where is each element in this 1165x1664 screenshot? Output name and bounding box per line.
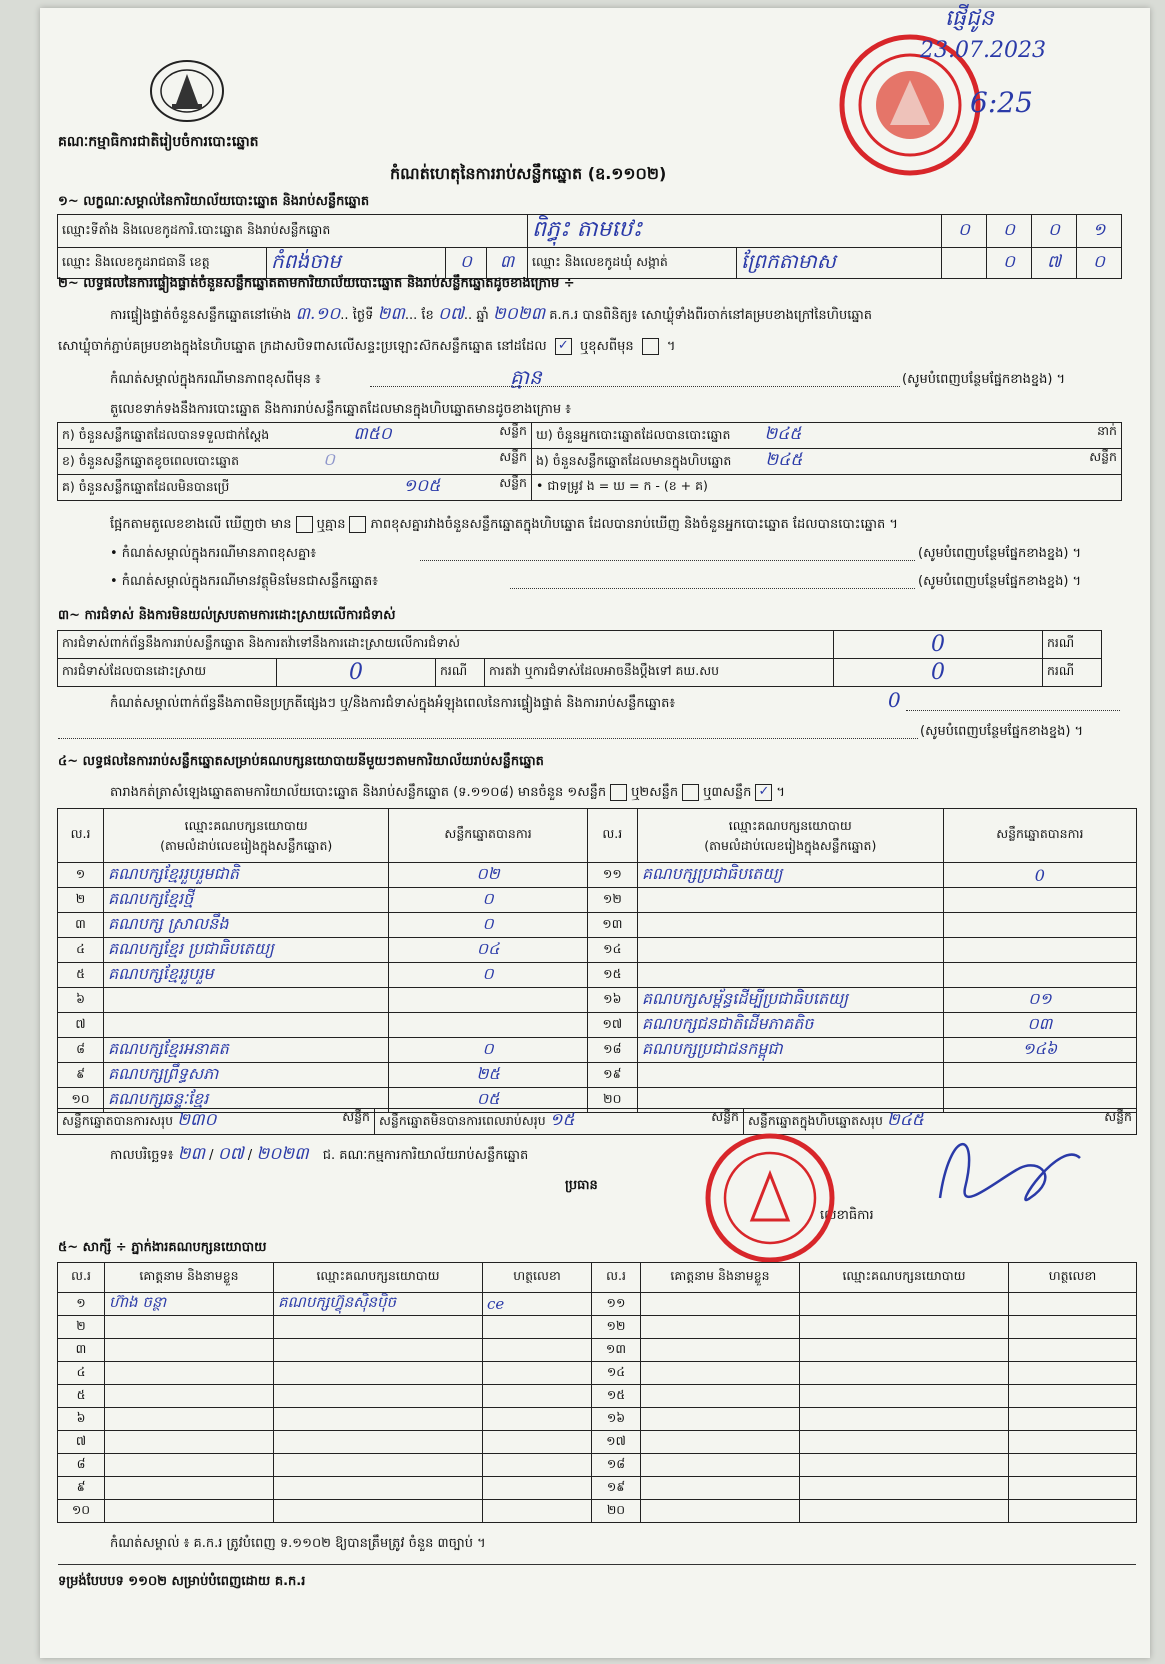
section-4-heading: ៤~ លទ្ធផលនៃការរាប់សន្លឹកឆ្នោតសម្រាប់គណបក្សនយោបាយនីមួយៗតាមការិយាល័យរាប់សន្លឹកឆ្នោត [58,754,544,769]
diff-no-checkbox[interactable] [349,516,366,533]
complaints-table [57,630,1102,687]
witness-name [641,1477,800,1500]
result-party: គណបក្សសម្ព័ន្ធដើម្បីប្រជាធិបតេយ្យ [637,988,943,1013]
comparison-line: ផ្អែកតាមតួលេខខាងលើ ឃើញថា មាន ឬគ្មាន ភាពខុសគ្នារវាងចំនួនសន្លឹកឆ្នោតក្នុងហិបឆ្នោត ដែលបានរាប់ឃើញ និងចំនួនអ្នកបោះឆ្នោត ដែលបានបោះឆ្នោត ។ [110,517,898,532]
witness-no: ១៦ [592,1408,641,1431]
result-votes: 0 [943,863,1136,888]
total-invalid: សន្លឹកឆ្នោតមិនបានការពេលរាប់សរុប ១៥ សន្លឹក [375,1109,744,1135]
result-party: គណបក្សប្រជាធិបតេយ្យ [637,863,943,888]
two-sheet-checkbox[interactable] [682,784,699,801]
witness-signature [483,1362,592,1385]
witness-party [274,1339,483,1362]
official-stamp-bottom [700,1128,840,1268]
witness-name [641,1385,800,1408]
resolved-unit: ករណី [436,659,485,687]
witness-party [800,1293,1009,1316]
commune-code-3: ០ [1077,248,1122,279]
total-box: សន្លឹកឆ្នោតក្នុងហិបឆ្នោតសរុប ២៤៥ សន្លឹក [744,1109,1137,1135]
witness-signature [1009,1408,1137,1431]
result-no: ១០ [58,1088,104,1113]
results-header-party: ឈ្មោះគណបក្សនយោបាយ (តាមលំដាប់លេខរៀងក្នុងសន្លឹកឆ្នោត) [104,809,389,863]
witness-header-sig: ហត្ថលេខា [483,1263,592,1293]
result-party: គណបក្សខ្មែរអនាគត [104,1038,389,1063]
province-code-2: ៣ [487,248,528,279]
location-table [57,214,1122,279]
appeal-unit: ករណី [1043,659,1102,687]
result-no: ៤ [58,938,104,963]
witness-signature [483,1500,592,1523]
witness-table [57,1262,1137,1523]
witness-header-no: ល.រ [58,1263,105,1293]
verify-line-2: សោឃ្លុំចាក់ភ្ជាប់គម្របខាងក្នុងនៃហិបឆ្នោត ក្រដាសបិទពាសលើសន្ទះប្រឡោះស៊កសន្លឹកឆ្នោត នៅដដែល ✓ ឬខុសពីមុន ។ [58,338,676,354]
witness-party [274,1500,483,1523]
witness-header-party-right: ឈ្មោះគណបក្សនយោបាយ [800,1263,1009,1293]
result-votes: ០៥ [389,1088,587,1113]
result-no: ១៦ [587,988,637,1013]
result-no: ១ [58,863,104,888]
result-no: ២ [58,888,104,913]
witness-no: ១៧ [592,1431,641,1454]
table-row [58,1038,1137,1063]
witness-header-name-right: គោត្តនាម និងនាមខ្លួន [641,1263,800,1293]
province-label: ឈ្មោះ និងលេខកូដរាជធានី ខេត្ត [58,248,267,279]
complaints-unit: ករណី [1043,631,1102,659]
witness-signature: ce [483,1293,592,1316]
witness-no: ១៤ [592,1362,641,1385]
witness-header-party: ឈ្មោះគណបក្សនយោបាយ [274,1263,483,1293]
fig-d: ឃ) ចំនួនអ្នកបោះឆ្នោតដែលបានបោះឆ្នោត ២៤៥ នាក់ [532,423,1122,449]
commune-value: ព្រែកតាមាស [737,248,942,279]
witness-signature [483,1431,592,1454]
witness-party [800,1477,1009,1500]
table-row [58,1500,1137,1523]
form-footer: ទម្រង់បែបបទ ១១០២ សម្រាប់បំពេញដោយ គ.ក.រ [58,1574,306,1589]
witness-name [641,1454,800,1477]
signature-chair [910,1118,1090,1228]
witness-name [641,1500,800,1523]
results-header-votes-right: សន្លឹកឆ្នោតបានការ [943,809,1136,863]
witness-signature [1009,1385,1137,1408]
results-header-votes: សន្លឹកឆ្នោតបានការ [389,809,587,863]
witness-no: ១០ [58,1500,105,1523]
result-no: ១៣ [587,913,637,938]
witness-name [105,1477,274,1500]
witness-no: ១៨ [592,1454,641,1477]
result-party [637,888,943,913]
result-no: ២០ [587,1088,637,1113]
witness-name [105,1316,274,1339]
witness-signature [483,1454,592,1477]
witness-name [105,1431,274,1454]
result-votes: ០ [389,963,587,988]
witness-header-sig-right: ហត្ថលេខា [1009,1263,1137,1293]
table-row [58,1063,1137,1088]
witness-party [274,1454,483,1477]
result-no: ៣ [58,913,104,938]
witness-party [274,1362,483,1385]
one-sheet-checkbox[interactable] [610,784,627,801]
result-party [637,1063,943,1088]
table-row [58,1431,1137,1454]
resolved-value: 0 [277,659,436,687]
result-no: ៩ [58,1063,104,1088]
resolved-label: ការជំទាស់ដែលបានដោះស្រាយ [58,659,277,687]
result-party: គណបក្សជនជាតិដើមភាគតិច [637,1013,943,1038]
fig-e: ង) ចំនួនសន្លឹកឆ្នោតដែលមានក្នុងហិបឆ្នោត ២៤៥ សន្លឹក [532,449,1122,475]
witness-no: ១ [58,1293,105,1316]
province-value: កំពង់ចាម [267,248,446,279]
witness-no: ១៥ [592,1385,641,1408]
witness-name [641,1408,800,1431]
table-row [58,988,1137,1013]
table-row [58,963,1137,988]
result-votes: ០ [389,1038,587,1063]
witness-name [105,1408,274,1431]
change-note-tail: (សូមបំពេញបន្ថែមផ្នែកខាងខ្នង) ។ [902,372,1066,387]
results-header-no-right: ល.រ [587,809,637,863]
result-votes: ១៤៦ [943,1038,1136,1063]
result-party [104,988,389,1013]
result-party: គណបក្ស ស្រាលនឹង [104,913,389,938]
result-no: ៧ [58,1013,104,1038]
witness-no: ១៣ [592,1339,641,1362]
table-row [58,1385,1137,1408]
signing-date: កាលបរិច្ឆេទ៖ ២៣ / ០៧ / ២០២៣ ជ. គណៈកម្មការការិយាល័យរាប់សន្លឹកឆ្នោត [110,1144,529,1164]
witness-signature [1009,1293,1137,1316]
appeal-value: 0 [834,659,1043,687]
witness-signature [1009,1477,1137,1500]
result-no: ៦ [58,988,104,1013]
table-row [58,1477,1137,1500]
result-party: គណបក្សប្រជាជនកម្ពុជា [637,1038,943,1063]
witness-no: ៥ [58,1385,105,1408]
table-row [58,1293,1137,1316]
result-party [637,938,943,963]
irregularity-tail: (សូមបំពេញបន្ថែមផ្នែកខាងខ្នង) ។ [920,724,1084,739]
complaints-value: 0 [834,631,1043,659]
result-no: ១១ [587,863,637,888]
witness-party [274,1385,483,1408]
witness-name: ហ៊ាង ចន្ថា [105,1293,274,1316]
witness-signature [1009,1500,1137,1523]
result-party [637,913,943,938]
witness-name [105,1500,274,1523]
diff-yes-checkbox[interactable] [296,516,313,533]
result-votes: ០ [389,888,587,913]
stamp-date: 23.07.2023 [920,38,1046,63]
witness-signature [483,1385,592,1408]
witness-no: ៦ [58,1408,105,1431]
commune-code-1: ០ [987,248,1032,279]
witness-party [274,1477,483,1500]
object-note-tail: (សូមបំពេញបន្ថែមផ្នែកខាងខ្នង) ។ [918,574,1082,589]
witness-party [800,1339,1009,1362]
station-code-1: ០ [942,215,987,248]
commune-label: ឈ្មោះ និងលេខកូដឃុំ សង្កាត់ [528,248,737,279]
result-no: ១៩ [587,1063,637,1088]
tally-sheet-line: តារាងកត់ត្រាសំឡេងឆ្នោតតាមការិយាល័យបោះឆ្នោត និងរាប់សន្លឹកឆ្នោត (ទ.១១០៨) មានចំនួន ១សន្លឹក ឬ២សន្លឹក ឬ៣សន្លឹក ✓ ។ [110,784,785,800]
witness-party [800,1454,1009,1477]
witness-party [274,1408,483,1431]
fig-b: ខ) ចំនួនសន្លឹកឆ្នោតខូចពេលបោះឆ្នោត ០ សន្លឹក [58,449,532,475]
result-party [104,1013,389,1038]
result-party: គណបក្សខ្មែរ ប្រជាធិបតេយ្យ [104,938,389,963]
station-value: ពិភ្ធុះ តាមឋេះ [528,215,942,248]
form-title: កំណត់ហេតុនៃការរាប់សន្លឹកឆ្នោត (ឧ.១១០២) [390,164,667,183]
document-sheet [40,8,1150,1658]
appeal-label: ការតវ៉ា ឬការជំទាស់ដែលអាចនឹងប្តឹងទៅ គឃ.សប [485,659,834,687]
diff-note-tail: (សូមបំពេញបន្ថែមផ្នែកខាងខ្នង) ។ [918,546,1082,561]
witness-party [800,1431,1009,1454]
witness-name [641,1293,800,1316]
witness-header-name: គោត្តនាម និងនាមខ្លួន [105,1263,274,1293]
witness-signature [483,1339,592,1362]
witness-signature [1009,1316,1137,1339]
result-votes: ០៤ [389,938,587,963]
witness-name [641,1431,800,1454]
result-votes [943,963,1136,988]
witness-header-no-right: ល.រ [592,1263,641,1293]
table-row [58,1013,1137,1038]
result-no: ១៧ [587,1013,637,1038]
witness-no: ៧ [58,1431,105,1454]
change-note-value: គ្មាន [510,365,542,389]
section-3-heading: ៣~ ការជំទាស់ និងការមិនយល់ស្របតាមការដោះស្រាយលើការជំទាស់ [58,608,396,623]
witness-signature [483,1477,592,1500]
witness-party [800,1408,1009,1431]
witness-party [800,1500,1009,1523]
table-row [58,863,1137,888]
witness-no: ៩ [58,1477,105,1500]
result-votes [943,913,1136,938]
chair-label: ប្រធាន [565,1178,598,1193]
result-no: ១២ [587,888,637,913]
witness-signature [1009,1339,1137,1362]
stamp-time: 6:25 [970,86,1033,119]
witness-name [105,1385,274,1408]
results-table [57,808,1137,1113]
result-party [637,963,943,988]
unchanged-checkbox[interactable]: ✓ [555,338,572,355]
result-party: គណបក្សខ្មែររួបរួមជាតិ [104,863,389,888]
three-sheet-checkbox[interactable]: ✓ [755,784,772,801]
station-code-3: ០ [1032,215,1077,248]
witness-no: ១២ [592,1316,641,1339]
result-votes: ០១ [943,988,1136,1013]
result-no: ១៤ [587,938,637,963]
table-row [58,913,1137,938]
result-party: គណបក្សខ្មែររួបរួម [104,963,389,988]
object-note-label: • កំណត់សម្គាល់ក្នុងករណីមានវត្ថុមិនមែនជាសន្លឹកឆ្នោត៖ [110,574,378,589]
section-2-heading: ២~ លទ្ធផលនៃការផ្ទៀងផ្ទាត់ចំនួនសន្លឹកឆ្នោតតាមការិយាល័យបោះឆ្នោត និងរាប់សន្លឹកឆ្នោតដូចខាងក្រោម ÷ [58,276,575,291]
figures-intro: តួលេខទាក់ទងនឹងការបោះឆ្នោត និងការរាប់សន្លឹកឆ្នោតដែលមានក្នុងហិបឆ្នោតមានដូចខាងក្រោម ៖ [110,402,571,417]
result-votes: ០៣ [943,1013,1136,1038]
witness-signature [1009,1454,1137,1477]
top-note: ផ្ញើជូន [945,6,994,31]
province-code-1: ០ [446,248,487,279]
result-votes: ០ [389,913,587,938]
witness-no: ៤ [58,1362,105,1385]
witness-party [274,1431,483,1454]
section-1-heading: ១~ លក្ខណៈសម្គាល់នៃការិយាល័យបោះឆ្នោត និងរាប់សន្លឹកឆ្នោត [58,194,370,209]
secretary-label: លេខាធិការ [820,1208,874,1223]
figures-table [57,422,1122,501]
table-row [58,1408,1137,1431]
witness-name [105,1454,274,1477]
fig-a: ក) ចំនួនសន្លឹកឆ្នោតដែលបានទទួលជាក់ស្តែង ៣៥០ សន្លឹក [58,423,532,449]
result-party: គណបក្សខ្មែរថ្មី [104,888,389,913]
result-votes [389,988,587,1013]
result-votes: ២៥ [389,1063,587,1088]
result-party: គណបក្សឆន្ទៈខ្មែរ [104,1088,389,1113]
witness-name [105,1339,274,1362]
nec-logo [148,58,226,124]
result-no: ៨ [58,1038,104,1063]
witness-signature [483,1316,592,1339]
witness-party [800,1385,1009,1408]
table-row [58,888,1137,913]
result-votes: ០២ [389,863,587,888]
station-code-4: ១ [1077,215,1122,248]
complaints-label: ការជំទាស់ពាក់ព័ន្ធនឹងការរាប់សន្លឹកឆ្នោត និងការតវ៉ាទៅនឹងការដោះស្រាយលើការជំទាស់ [58,631,834,659]
fig-c: គ) ចំនួនសន្លឹកឆ្នោតដែលមិនបានប្រើ ១០៥ សន្លឹក [58,475,532,501]
irregularity-value: 0 [888,688,901,712]
station-label: ឈ្មោះទីតាំង និងលេខកូដការិ.បោះឆ្នោត និងរាប់សន្លឹកឆ្នោត [58,215,528,248]
witness-name [641,1362,800,1385]
results-header-no: ល.រ [58,809,104,863]
result-party: គណបក្សព្រឹទ្ធសភា [104,1063,389,1088]
agency-name: គណៈកម្មាធិការជាតិរៀបចំការបោះឆ្នោត [58,134,259,150]
result-votes [943,1063,1136,1088]
changed-checkbox[interactable] [642,338,659,355]
fig-formula: • ជាទម្រូវ ង = ឃ = ក - (ខ + គ) [532,475,1122,501]
change-note-label: កំណត់សម្គាល់ក្នុងករណីមានភាពខុសពីមុន ៖ [110,372,321,387]
witness-name [105,1362,274,1385]
witness-no: ៣ [58,1339,105,1362]
result-votes [389,1013,587,1038]
witness-no: ២០ [592,1500,641,1523]
witness-no: ៨ [58,1454,105,1477]
commune-code-2: ៧ [1032,248,1077,279]
station-code-2: ០ [987,215,1032,248]
witness-party: គណបក្សហ៊្វុនស៊ិនប៉ិច [274,1293,483,1316]
result-no: ៥ [58,963,104,988]
result-votes [943,888,1136,913]
copies-note: កំណត់សម្គាល់ ៖ គ.ក.រ ត្រូវបំពេញ ទ.១១០២ ឱ្យបានត្រឹមត្រូវ ចំនួន ៣ច្បាប់ ។ [110,1536,486,1551]
witness-no: ១៩ [592,1477,641,1500]
result-no: ១៨ [587,1038,637,1063]
witness-name [641,1316,800,1339]
witness-no: ១១ [592,1293,641,1316]
verify-line-1: ការផ្ទៀងផ្ទាត់ចំនួនសន្លឹកឆ្នោតនៅម៉ោង ៣.១០.. ថ្ងៃទី ២៣... ខែ ០៧.. ឆ្នាំ ២០២៣ គ.ក.រ បានពិនិត្យ៖ សោឃ្លុំទាំងពីរចាក់នៅគម្របខាងក្រៅនៃហិបឆ្នោត [110,304,872,324]
table-row [58,1339,1137,1362]
witness-signature [483,1408,592,1431]
results-header-party-right: ឈ្មោះគណបក្សនយោបាយ (តាមលំដាប់លេខរៀងក្នុងសន្លឹកឆ្នោត) [637,809,943,863]
table-row [58,1316,1137,1339]
table-row [58,1362,1137,1385]
result-no: ១៥ [587,963,637,988]
result-votes [943,938,1136,963]
witness-party [800,1362,1009,1385]
witness-signature [1009,1431,1137,1454]
witness-no: ២ [58,1316,105,1339]
irregularity-note: កំណត់សម្គាល់ពាក់ព័ន្ធនឹងភាពមិនប្រក្រតីផ្សេងៗ ឬ/និងការជំទាស់ក្នុងអំឡុងពេលនៃការផ្ទៀងផ្ទាត់ និងការរាប់សន្លឹកឆ្នោត៖ [110,696,676,711]
witness-signature [1009,1362,1137,1385]
diff-note-label: • កំណត់សម្គាល់ក្នុងករណីមានភាពខុសគ្នា៖ [110,546,317,561]
section-5-heading: ៥~ សាក្សី ÷ ភ្នាក់ងារគណបក្សនយោបាយ [58,1240,267,1255]
witness-party [800,1316,1009,1339]
witness-party [274,1316,483,1339]
table-row [58,1454,1137,1477]
table-row [58,938,1137,963]
total-valid: សន្លឹកឆ្នោតបានការសរុប ២៣០ សន្លឹក [58,1109,375,1135]
witness-name [641,1339,800,1362]
